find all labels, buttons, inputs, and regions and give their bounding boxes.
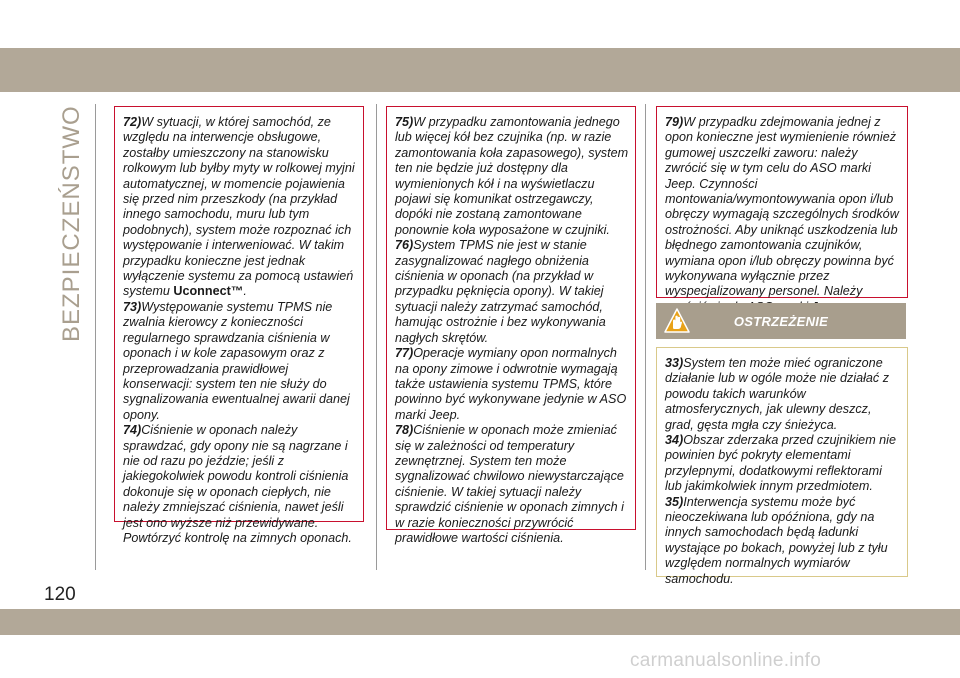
watermark-text: carmanualsonline.info <box>630 650 822 671</box>
section-title: BEZPIECZEŃSTWO <box>58 105 85 342</box>
warning-title: OSTRZEŻENIE <box>733 313 829 329</box>
header-band <box>0 48 960 92</box>
brand-uconnect: Uconnect™ <box>173 284 244 299</box>
column-divider-1 <box>376 104 377 570</box>
note-74: 74)Ciśnienie w oponach należy sprawdzać, gdy opony nie są nagrzane i nie od razu po jeździe; jeśli z jakiegokolwiek powodu kontroli ciśnienia dokonuje się w oponach ciepłych, nie należy zmniejszać ciśnienia, nawet jeśli jest ono wyższe niż przewidywane. Powtórzyć kontrolę na zimnych oponach. <box>123 423 352 545</box>
note-75: 75)W przypadku zamontowania jednego lub więcej kół bez czujnika (np. w razie zamontowania koła zapasowego), system ten nie będzie już dostępny dla wymienionych kół i na wyświetlaczu pojawi się komunikat ostrzegawczy, dopóki nie zostaną zamontowane ponownie koła wyposażone w czujniki. <box>395 115 629 237</box>
note-77: 77)Operacje wymiany opon normalnych na opony zimowe i odwrotnie wymagają także ustawienia systemu TPMS, które powinno być wykonywane jedynie w ASO marki Jeep. <box>395 346 627 422</box>
note-72: 72)W sytuacji, w której samochód, ze względu na interwencje obsługowe, zostałby umieszczony na stanowisku rolkowym lub byłby myty w rolkowej myjni automatycznej, w momencie pojawienia się przed nim przeszkody (na przykład innego samochodu, muru lub tym podobnych), system może rozpoznać ich występowanie i interweniować. W takim przypadku konieczne jest jednak wyłączenie systemu za pomocą ustawień systemu Uconnect™. <box>123 115 355 299</box>
footer-band <box>0 609 960 635</box>
page-number: 120 <box>44 584 76 605</box>
warning-item-34: 34)Obszar zderzaka przed czujnikiem nie powinien być pokryty elementami przylepnymi, dodatkowymi reflektorami lub jakimkolwiek innym przedmiotem. <box>665 433 896 494</box>
warning-item-35: 35)Interwencja systemu może być nieoczekiwana lub opóźniona, gdy na innych samochodach będą ładunki wystające po bokach, powyżej lub z tyłu względem normalnych wymiarów samochodu. <box>665 494 888 586</box>
section-divider <box>95 104 96 570</box>
warning-hand-icon <box>664 308 690 334</box>
note-76: 76)System TPMS nie jest w stanie zasygnalizować nagłego obniżenia ciśnienia w oponach (na przykład w przypadku pęknięcia opony). W takiej sytuacji należy zatrzymać samochód, hamując ostrożnie i bez wykonywania nagłych skrętów. <box>395 238 606 345</box>
notes-box-1 <box>114 106 364 545</box>
notes-box-2 <box>386 106 636 545</box>
warning-header <box>656 303 906 339</box>
notes-box-3 <box>656 106 908 298</box>
note-73: 73)Występowanie systemu TPMS nie zwalnia kierowcy z konieczności regularnego sprawdzania ciśnienia w oponach i w kole zapasowym oraz z przeprowadzania prawidłowej konserwacji: system ten nie służy do sygnalizowania ewentualnej awarii danej opony. <box>123 299 350 422</box>
warning-item-33: 33)System ten może mieć ograniczone działanie lub w ogóle może nie działać z powodu takich warunków atmosferycznych, jak ulewny deszcz, grad, gęsta mgła czy śnieżyca. <box>665 356 890 432</box>
note-79: 79)W przypadku zdejmowania jednej z opon konieczne jest wymienienie również gumowej uszczelki zaworu: należy zwrócić się w tym celu do ASO marki Jeep. Czynności montowania/wymontowywania opon i/lub obręczy wymagają szczególnych środków ostrożności. Aby uniknąć uszkodzenia lub błędnego zamontowania czujników, wymiana opon i/lub obręczy powinna być wykonywana wyłącznie przez wyspecjalizowany personel. Należy <box>665 115 899 299</box>
column-divider-2 <box>645 104 646 570</box>
note-78: 78)Ciśnienie w oponach może zmieniać się w zależności od temperatury zewnętrznej. System ten może sygnalizować chwilowo niewystarczające ciśnienie. W takiej sytuacji należy sprawdzić ciśnienie w oponach zimnych i w razie konieczności przywrócić prawidłowe wartości ciśnienia. <box>395 423 624 545</box>
warning-box <box>656 347 908 586</box>
